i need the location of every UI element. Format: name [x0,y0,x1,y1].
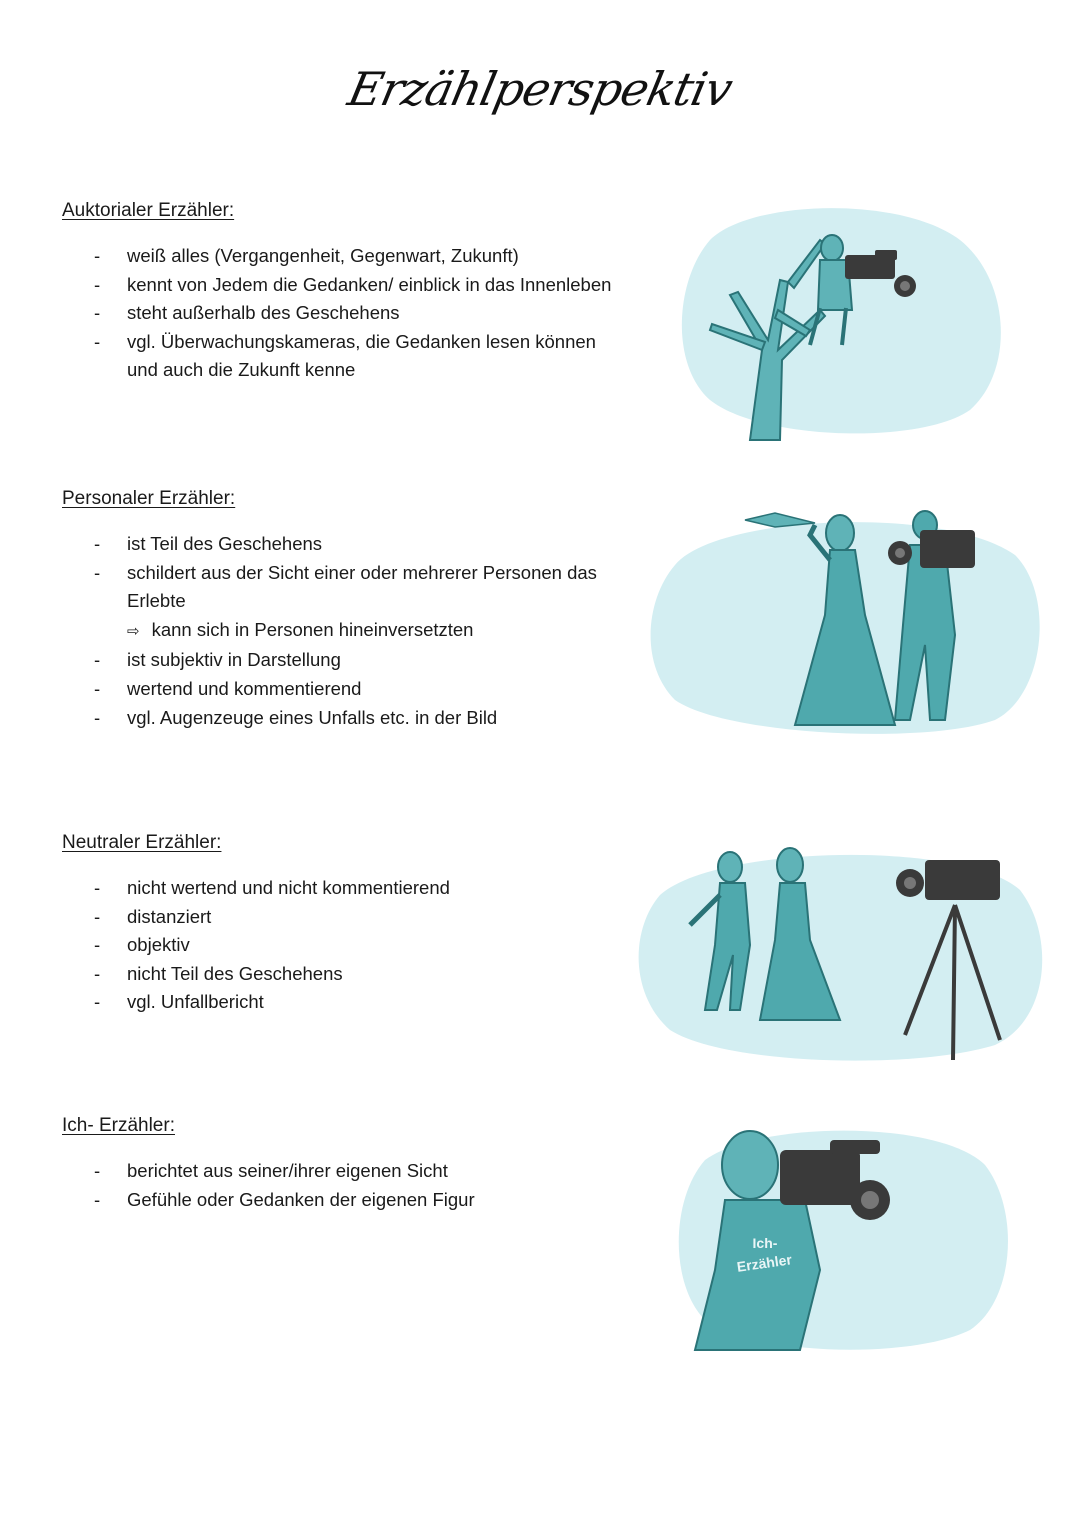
personal-illustration [645,505,1045,740]
page-title: Erzählperspektiv [343,62,737,116]
list-item: - Gefühle oder Gedanken der eigenen Figur [94,1188,475,1210]
section-heading: Ich- Erzähler: [62,1115,175,1136]
list-item: - vgl. Augenzeuge eines Unfalls etc. in der Bild [94,706,498,728]
bullet-list [62,874,662,1017]
bullet-list [62,1157,662,1214]
neutral-illustration [635,845,1045,1065]
list-subitem: ⇨ kann sich in Personen hineinversetzten [127,618,474,640]
list-item: - objektiv [94,934,190,956]
list-item: - distanziert [94,905,212,927]
section-neutral [62,832,662,1017]
section-heading: Neutraler Erzähler: [62,832,222,853]
section-heading: Auktorialer Erzähler: [62,200,235,221]
bullet-list [62,242,662,385]
list-item: - kennt von Jedem die Gedanken/ einblick in das Innenleben [94,273,612,295]
tree-camera-illustration [670,200,1030,445]
section-heading: Personaler Erzähler: [62,488,236,509]
list-item: - wertend und kommentierend [94,677,362,699]
ich-label: Ich- [752,1235,778,1251]
list-item: - steht außerhalb des Geschehens [94,302,400,324]
list-item: - weiß alles (Vergangenheit, Gegenwart, Zukunft) [94,245,519,266]
erzaehler-label: Erzähler [735,1251,793,1275]
list-item: - vgl. Unfallbericht [94,991,264,1013]
list-item: - vgl. Überwachungskameras, die Gedanken lesen können [94,330,596,352]
list-item: - berichtet aus seiner/ihrer eigenen Sicht [94,1160,448,1181]
list-item: - schildert aus der Sicht einer oder mehrerer Personen das [94,561,597,583]
list-item: - ist Teil des Geschehens [94,533,323,554]
list-item-continuation: und auch die Zukunft kenne [127,359,356,381]
list-item-continuation: Erlebte [127,590,186,612]
section-auktorial [62,200,662,385]
section-personal [62,488,662,732]
section-ich [62,1115,662,1214]
list-item: - nicht wertend und nicht kommentierend [94,877,450,898]
bullet-list [62,530,662,732]
ich-illustration [670,1120,1010,1360]
list-item: - nicht Teil des Geschehens [94,962,343,984]
list-item: - ist subjektiv in Darstellung [94,649,341,671]
arrow-right-icon: ⇨ [127,622,140,640]
